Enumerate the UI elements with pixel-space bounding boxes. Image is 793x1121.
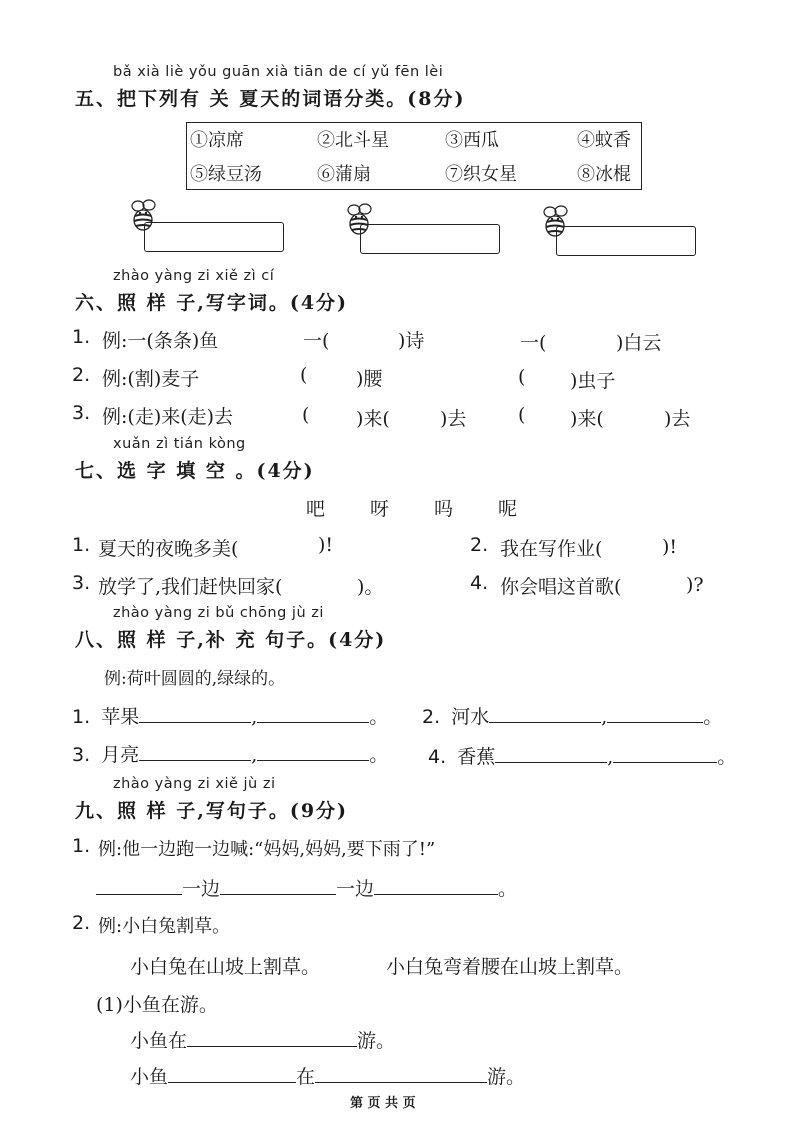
- prompt-text: 一(: [520, 332, 547, 354]
- fill-row: [72, 740, 388, 767]
- section8-pinyin: zhào yàng zi bǔ chōng jù zi: [113, 605, 324, 621]
- item-number: 3.: [72, 572, 91, 594]
- sentence-text: 夏天的夜晚多美(: [98, 538, 239, 560]
- section7-title: 七、选 字 填 空 。(4分): [75, 460, 315, 482]
- options-box: [186, 122, 642, 190]
- sentence-end: )!: [318, 534, 334, 556]
- prompt-text: )虫子: [570, 370, 616, 392]
- fill-row: [96, 874, 517, 901]
- sample-sentence: 小白兔在山坡上割草。: [130, 956, 321, 978]
- sentence-text: 你会唱这首歌(: [500, 576, 622, 598]
- item-number: 2.: [72, 912, 91, 934]
- suffix-text: 游。: [357, 1030, 396, 1052]
- sentence-end: )。: [357, 576, 384, 598]
- section9-title: 九、照 样 子,写句子。(9分): [75, 800, 349, 822]
- subject-word: 苹果: [101, 706, 140, 728]
- mid-text: 在: [296, 1066, 316, 1088]
- sentence-text: 放学了,我们赶快回家(: [98, 576, 283, 598]
- fill-row: [428, 742, 736, 769]
- item-number: 1.: [72, 534, 91, 556]
- answer-blank[interactable]: [220, 874, 336, 895]
- example-text: 例:小白兔割草。: [98, 916, 231, 937]
- section6-pinyin: zhào yàng zi xiě zì cí: [113, 268, 275, 284]
- answer-blank[interactable]: [315, 1062, 487, 1083]
- page-footer: 第 页 共 页: [350, 1096, 416, 1111]
- comma: ,: [601, 706, 608, 728]
- item-number: 2.: [470, 534, 489, 556]
- answer-blank[interactable]: [257, 740, 369, 761]
- answer-blank[interactable]: [187, 1026, 357, 1047]
- prompt-text: (: [518, 404, 526, 426]
- choice-word: 吧: [306, 498, 326, 520]
- option-6: ⑥蒲扇: [317, 164, 371, 185]
- fill-row: [422, 702, 722, 729]
- choice-word: 呀: [370, 498, 390, 520]
- item-number: 4.: [470, 572, 489, 594]
- prompt-text: )腰: [356, 368, 383, 390]
- item-number: 1.: [72, 706, 91, 728]
- sentence-end: )?: [686, 574, 704, 596]
- prompt-text: (: [302, 404, 310, 426]
- prefix-text: 小鱼: [130, 1066, 169, 1088]
- example-text: 例:荷叶圆圆的,绿绿的。: [104, 669, 286, 689]
- answer-box-3[interactable]: [556, 226, 696, 256]
- choice-word: 吗: [434, 498, 454, 520]
- answer-blank[interactable]: [139, 740, 251, 761]
- option-4: ④蚊香: [577, 130, 631, 151]
- period: 。: [498, 878, 518, 900]
- item-number: 3.: [72, 402, 91, 424]
- section8-title: 八、照 样 子,补 充 句子。(4分): [75, 629, 387, 651]
- period: 。: [703, 706, 723, 728]
- prompt-text: )来(: [356, 408, 390, 430]
- item-number: 3.: [72, 744, 91, 766]
- subject-word: 月亮: [101, 744, 140, 766]
- prompt-text: (: [518, 366, 526, 388]
- comma: ,: [251, 744, 258, 766]
- section9-pinyin: zhào yàng zi xiě jù zi: [113, 776, 276, 792]
- answer-box-1[interactable]: [144, 222, 284, 252]
- answer-box-2[interactable]: [360, 224, 500, 254]
- option-7: ⑦织女星: [445, 164, 517, 185]
- option-3: ③西瓜: [445, 130, 499, 151]
- answer-blank[interactable]: [168, 1062, 296, 1083]
- fill-row: [130, 1026, 395, 1053]
- answer-blank[interactable]: [495, 742, 607, 763]
- fill-row: [130, 1062, 525, 1089]
- answer-blank[interactable]: [613, 742, 717, 763]
- option-2: ②北斗星: [317, 130, 389, 151]
- option-5: ⑤绿豆汤: [190, 164, 262, 185]
- answer-blank[interactable]: [374, 874, 498, 895]
- section5-pinyin: bǎ xià liè yǒu guān xià tiān de cí yǔ fēn lèi: [113, 64, 444, 80]
- answer-blank[interactable]: [607, 702, 703, 723]
- example-text: 例:(走)来(走)去: [102, 406, 234, 428]
- example-text: 例:(割)麦子: [102, 368, 200, 390]
- item-number: 1.: [72, 835, 91, 857]
- answer-blank[interactable]: [139, 702, 251, 723]
- item-number: 4.: [428, 746, 447, 768]
- prefix-text: 小鱼在: [130, 1030, 188, 1052]
- answer-blank[interactable]: [96, 874, 182, 895]
- sentence-text: 我在写作业(: [500, 538, 603, 560]
- comma: ,: [607, 746, 614, 768]
- subject-word: 香蕉: [457, 746, 496, 768]
- item-number: 2.: [422, 706, 441, 728]
- sample-sentence: 小白兔弯着腰在山坡上割草。: [386, 956, 634, 978]
- section6-title: 六、照 样 子,写字词。(4分): [75, 292, 349, 314]
- period: 。: [369, 744, 389, 766]
- option-1: ①凉席: [190, 130, 244, 151]
- comma: ,: [251, 706, 258, 728]
- choice-word: 呢: [498, 498, 518, 520]
- prompt-text: )诗: [398, 330, 425, 352]
- yibian-text: 一边: [182, 878, 221, 900]
- section5-title: 五、把下列有 关 夏天的词语分类。(8分): [75, 88, 466, 110]
- answer-blank[interactable]: [257, 702, 369, 723]
- prompt-text: )白云: [616, 332, 662, 354]
- item-number: 1.: [72, 326, 91, 348]
- sentence-end: )!: [662, 536, 678, 558]
- fill-row: [72, 702, 388, 729]
- answer-blank[interactable]: [489, 702, 601, 723]
- period: 。: [717, 746, 737, 768]
- prompt-text: )去: [664, 408, 691, 430]
- period: 。: [369, 706, 389, 728]
- example-text: 例:一(条条)鱼: [102, 330, 219, 352]
- prompt-text: )去: [440, 408, 467, 430]
- section7-pinyin: xuǎn zì tián kòng: [113, 436, 246, 452]
- sub-question: (1)小鱼在游。: [96, 994, 218, 1016]
- item-number: 2.: [72, 364, 91, 386]
- prompt-text: (: [300, 364, 308, 386]
- subject-word: 河水: [451, 706, 490, 728]
- prompt-text: )来(: [570, 408, 604, 430]
- example-text: 例:他一边跑一边喊:“妈妈,妈妈,要下雨了!”: [98, 839, 436, 860]
- yibian-text: 一边: [336, 878, 375, 900]
- suffix-text: 游。: [487, 1066, 526, 1088]
- option-8: ⑧冰棍: [577, 164, 631, 185]
- prompt-text: 一(: [303, 330, 330, 352]
